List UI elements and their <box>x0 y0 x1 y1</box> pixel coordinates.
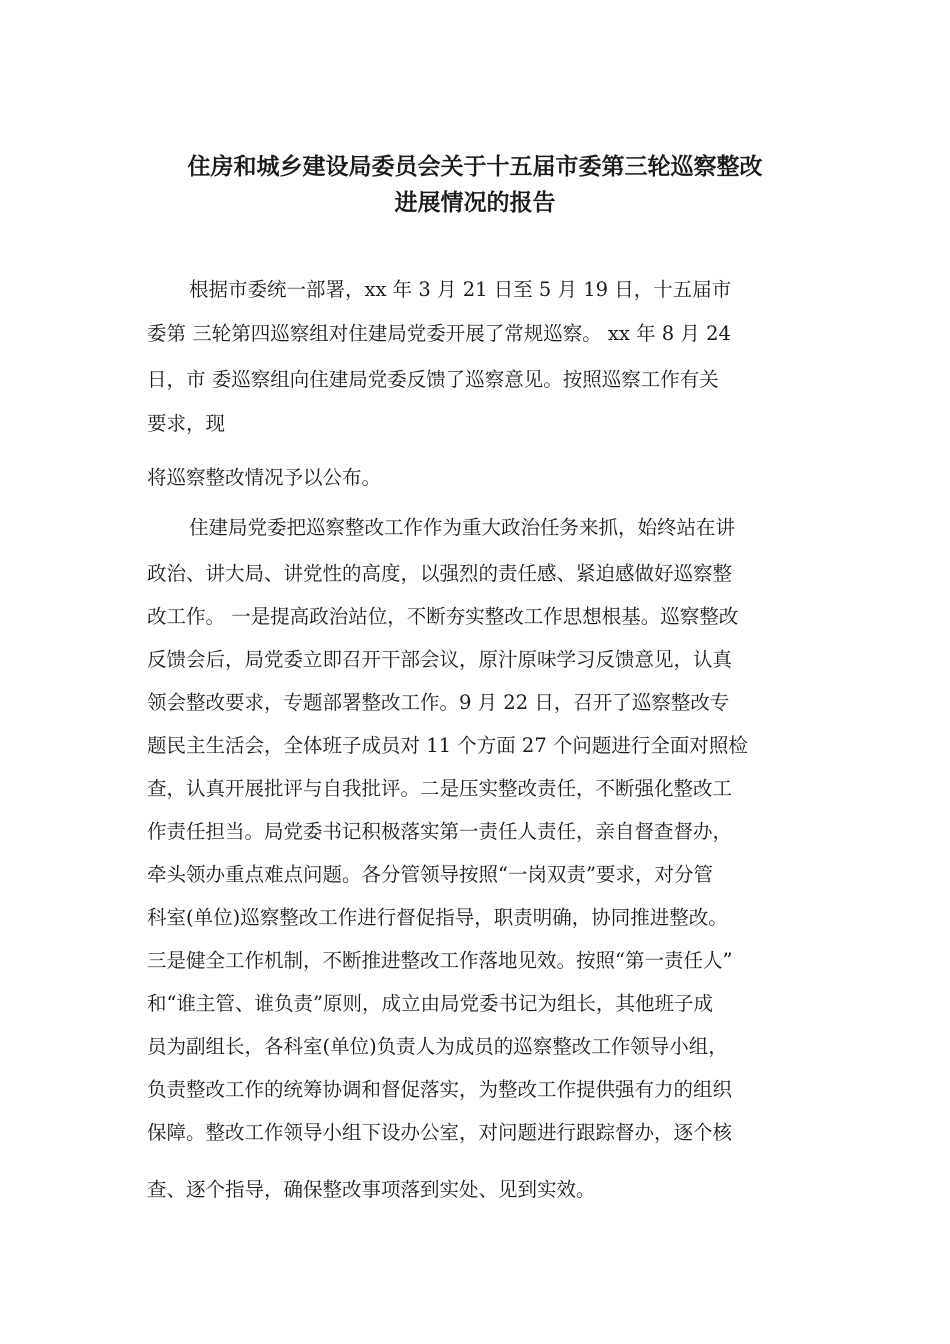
paragraph-1-line-2: 委第 三轮第四巡察组对住建局党委开展了常规巡察。 xx 年 8 月 24 <box>147 322 731 345</box>
paragraph-3-line-12: 和“谁主管、谁负责”原则，成立由局党委书记为组长，其他班子成 <box>147 992 713 1015</box>
paragraph-1-line-3: 日，市 委巡察组向住建局党委反馈了巡察意见。按照巡察工作有关 <box>147 368 719 391</box>
document-title-line-1: 住房和城乡建设局委员会关于十五届市委第三轮巡察整改 <box>187 154 763 180</box>
paragraph-3-line-3: 改工作。 一是提高政治站位，不断夯实整改工作思想根基。巡察整改 <box>147 605 739 628</box>
paragraph-3-line-10: 科室(单位)巡察整改工作进行督促指导，职责明确，协同推进整改。 <box>147 906 728 929</box>
paragraph-3-line-4: 反馈会后，局党委立即召开干部会议，原汁原味学习反馈意见，认真 <box>147 648 733 671</box>
paragraph-3-line-8: 作责任担当。局党委书记积极落实第一责任人责任，亲自督查督办， <box>147 820 733 843</box>
paragraph-3-line-16: 查、逐个指导，确保整改事项落到实处、见到实效。 <box>147 1178 596 1201</box>
paragraph-3-line-13: 员为副组长，各科室(单位)负责人为成员的巡察整改工作领导小组， <box>147 1035 728 1058</box>
paragraph-3-line-2: 政治、讲大局、讲党性的高度，以强烈的责任感、紧迫感做好巡察整 <box>147 562 733 585</box>
paragraph-1-line-4: 要求，现 <box>147 412 226 435</box>
document-title-line-2: 进展情况的报告 <box>394 190 556 216</box>
paragraph-3-line-6: 题民主生活会，全体班子成员对 11 个方面 27 个问题进行全面对照检 <box>147 734 748 757</box>
paragraph-3-line-7: 查，认真开展批评与自我批评。二是压实整改责任，不断强化整改工 <box>147 777 733 800</box>
paragraph-3-line-1: 住建局党委把巡察整改工作作为重大政治任务来抓，始终站在讲 <box>189 516 736 539</box>
paragraph-2-line-1: 将巡察整改情况予以公布。 <box>147 466 382 489</box>
paragraph-3-line-11: 三是健全工作机制，不断推进整改工作落地见效。按照“第一责任人” <box>147 949 733 972</box>
paragraph-3-line-15: 保障。整改工作领导小组下设办公室，对问题进行跟踪督办，逐个核 <box>147 1121 733 1144</box>
paragraph-3-line-5: 领会整改要求，专题部署整改工作。9 月 22 日，召开了巡察整改专 <box>147 691 730 714</box>
paragraph-3-line-14: 负责整改工作的统筹协调和督促落实，为整改工作提供强有力的组织 <box>147 1078 733 1101</box>
paragraph-3-line-9: 牵头领办重点难点问题。各分管领导按照“一岗双责”要求，对分管 <box>147 863 713 886</box>
paragraph-1-line-1: 根据市委统一部署，xx 年 3 月 21 日至 5 月 19 日，十五届市 <box>189 278 732 301</box>
